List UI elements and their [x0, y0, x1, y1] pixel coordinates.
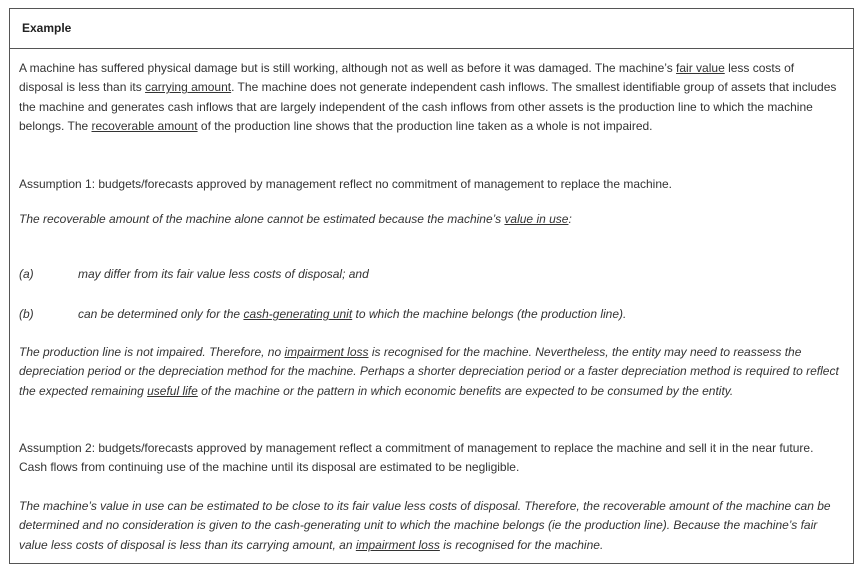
- assumption-2-paragraph: Assumption 2: budgets/forecasts approved by management reflect a commitment of management to replace the machine and sell it in the near future. Cash flows from continuing use of the machine until its disposal are estimated to be negligible.: [19, 441, 814, 475]
- text-run: can be determined only for the: [78, 307, 244, 321]
- text-run: of the machine or the pattern in which economic benefits are expected to be consumed by the entity.: [197, 383, 734, 398]
- assumption-1-paragraph: Assumption 1: budgets/forecasts approved by management reflect no commitment of management to replace the machine.: [19, 177, 673, 191]
- link-impairment-loss[interactable]: impairment loss: [284, 345, 369, 359]
- example-title: Example: [22, 21, 72, 35]
- example-box: [9, 8, 854, 564]
- value-in-use-paragraph: [19, 210, 839, 229]
- link-impairment-loss-2[interactable]: impairment loss: [355, 537, 440, 552]
- text-run: The production line is not impaired. Therefore, no: [19, 345, 285, 359]
- link-carrying-amount[interactable]: carrying amount: [145, 80, 232, 95]
- text-run: is recognised for the machine. Nevertheless, the entity may need to reassess the depreciation period or the depreciation method for the machine. Perhaps a shorter depreciation period or a faster depreciation method is required to reflect the expected remaining: [19, 345, 839, 398]
- text-run: The machine’s value in use can be estimated to be close to its fair value less costs of disposal. Therefore, the recoverable amount of the machine can be determined and no consideration is given to the cash-generating unit to which the machine belongs (ie the production line). Because the machine’s fair value less costs of disposal is less than its carrying amount, an: [19, 499, 831, 552]
- intro-paragraph: [19, 59, 839, 136]
- link-useful-life[interactable]: useful life: [147, 383, 198, 398]
- value-in-use-conclusion-paragraph: [19, 497, 839, 555]
- production-line-paragraph: [19, 343, 839, 401]
- text-run: is recognised for the machine.: [439, 537, 604, 552]
- link-recoverable-amount[interactable]: recoverable amount: [91, 118, 198, 133]
- text-run: :: [568, 212, 572, 226]
- item-b-text: [78, 307, 626, 321]
- link-value-in-use[interactable]: value in use: [504, 212, 569, 226]
- text-run: to which the machine belongs (the production line).: [352, 307, 627, 321]
- text-run: less costs of disposal is less than its: [19, 61, 795, 95]
- text-run: . The machine does not generate independent cash inflows. The smallest identifiable group of assets that includes the machine and generates cash inflows that are largely independent of the cash inflows from other assets is the production line to which the machine belongs. The: [19, 80, 837, 133]
- item-a-text: may differ from its fair value less costs of disposal; and: [78, 267, 369, 281]
- item-a-label: (a): [19, 267, 34, 281]
- text-run: The recoverable amount of the machine alone cannot be estimated because the machine’s: [19, 212, 505, 226]
- text-run: A machine has suffered physical damage but is still working, although not as well as before it was damaged. The machine’s: [19, 61, 677, 75]
- item-b-label: (b): [19, 307, 34, 321]
- text-run: of the production line shows that the production line taken as a whole is not impaired.: [197, 118, 653, 133]
- link-fair-value[interactable]: fair value: [676, 61, 725, 75]
- example-header: [10, 9, 853, 49]
- link-cash-generating-unit[interactable]: cash-generating unit: [243, 307, 353, 321]
